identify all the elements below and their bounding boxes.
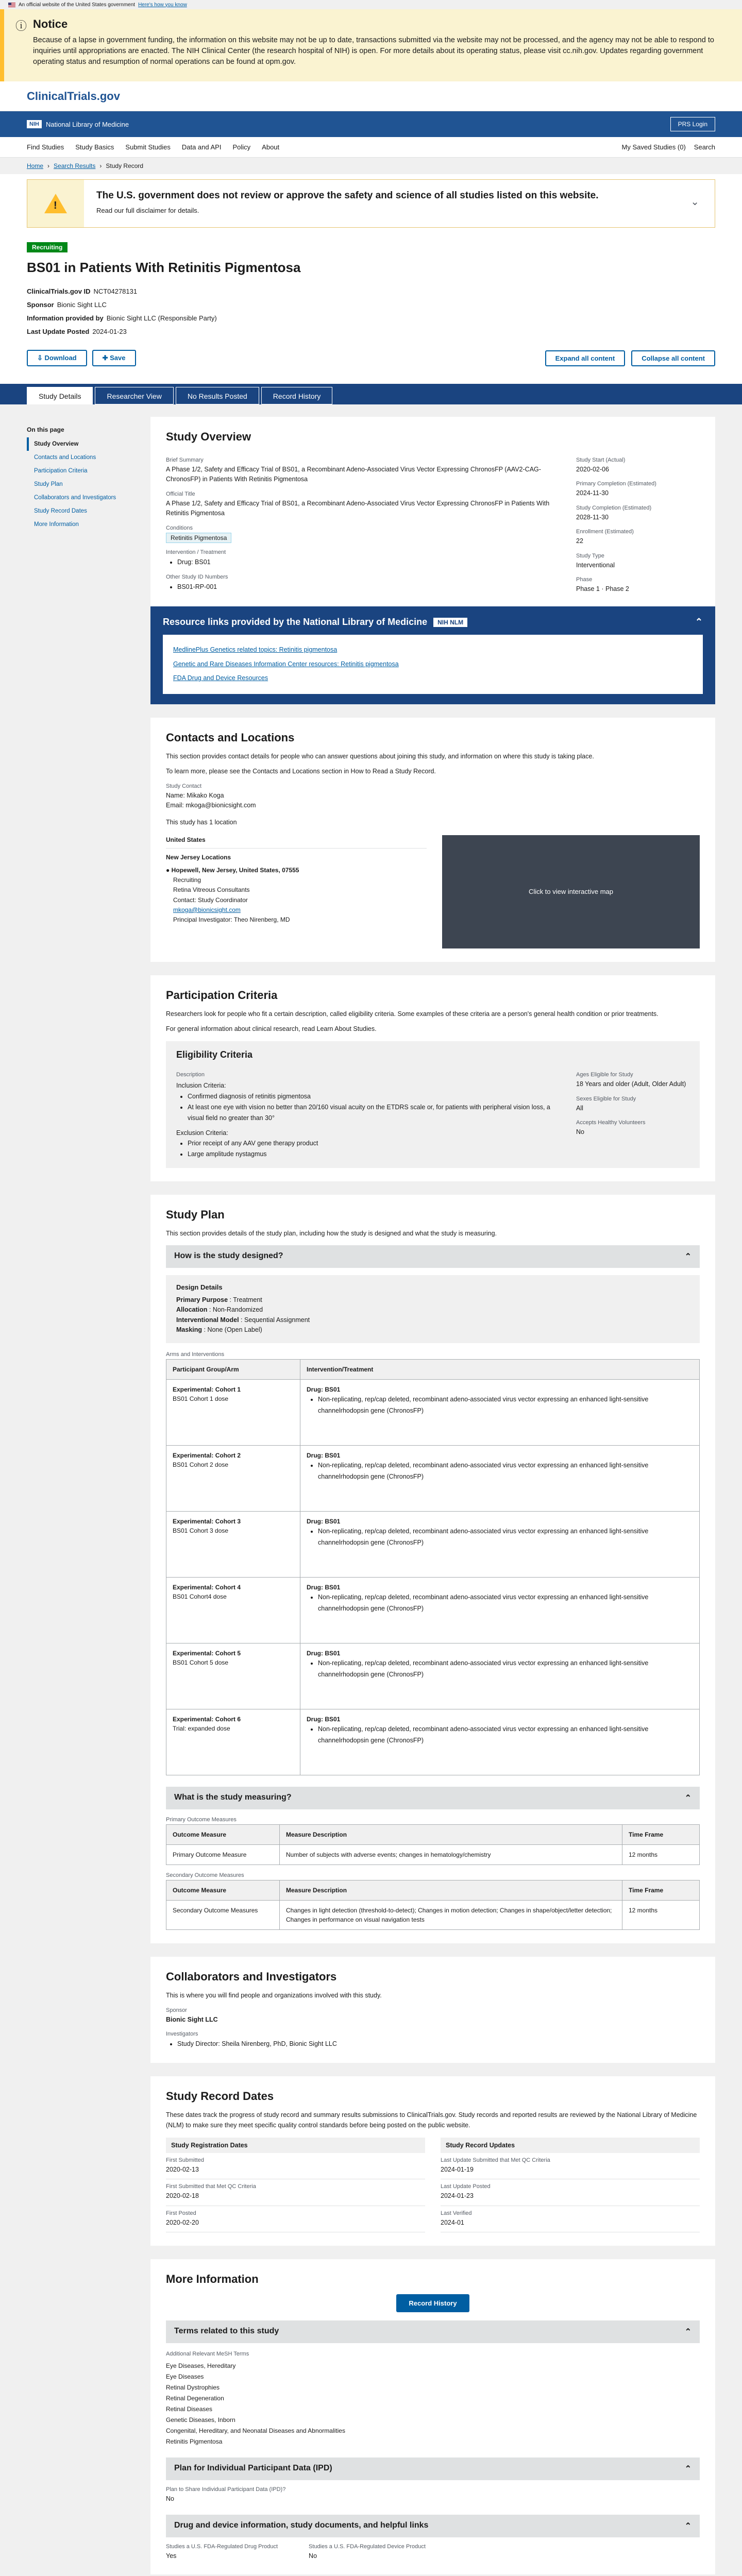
- ipd-accordion[interactable]: Plan for Individual Participant Data (IPD) ⌃: [166, 2458, 700, 2480]
- mesh-term: Retinal Degeneration: [166, 2395, 224, 2402]
- toc-item[interactable]: Study Record Dates: [34, 508, 87, 514]
- disclaimer-banner: [27, 179, 715, 228]
- toc-item[interactable]: More Information: [34, 521, 79, 528]
- location-site: ● Hopewell, New Jersey, United States, 07555: [166, 867, 299, 874]
- arm-label: Experimental: Cohort 4: [173, 1584, 241, 1591]
- resource-link[interactable]: MedlinePlus Genetics related topics: Retinitis pigmentosa: [173, 646, 338, 654]
- arm-drug: Drug: BS01: [307, 1386, 341, 1394]
- table-row: [166, 1446, 700, 1512]
- location-count: This study has 1 location: [166, 819, 237, 826]
- site-status: Recruiting: [173, 876, 201, 884]
- arm-detail: • Non-replicating, rep/cap deleted, recombinant adeno-associated virus vector expressing an enhanced light-sensitive channelrhodopsin gene (ChronosFP): [318, 1592, 693, 1614]
- us-flag-icon: [8, 3, 15, 7]
- mesh-term: Retinal Dystrophies: [166, 2384, 220, 2392]
- breadcrumb-separator-icon: ›: [99, 162, 102, 170]
- tab-study-details[interactable]: Study Details: [27, 387, 93, 404]
- main-nav: [0, 137, 742, 158]
- nlm-badge: NIH NLM: [433, 618, 467, 627]
- nav-policy[interactable]: Policy: [232, 143, 251, 151]
- breadcrumb: [0, 158, 742, 174]
- expand-all-button[interactable]: Expand all content: [545, 350, 626, 366]
- toc-title: On this page: [27, 426, 64, 433]
- fda-device-value: No: [309, 2552, 317, 2560]
- record-history-button[interactable]: Record History: [396, 2294, 469, 2312]
- gov-banner: [0, 0, 742, 9]
- section-heading: More Information: [166, 2273, 259, 2286]
- secondary-outcomes-table: Outcome Measure Measure Description Time Frame Secondary Outcome Measures Changes in light detection (threshold-to-detect); Changes in motion detection; Changes in shape/object/letter detection; Changes in performance on visual navigation tests 12 months: [166, 1880, 700, 1930]
- tab-no-results[interactable]: No Results Posted: [176, 387, 259, 404]
- site-org: Retina Vitreous Consultants: [173, 886, 250, 894]
- sexes-eligible: All: [576, 1104, 583, 1112]
- study-overview-section: Study Overview Brief Summary A Phase 1/2, Safety and Efficacy Trial of BS01, a Recombinant Adeno-Associated Virus Vector Expressing ChronosFP (AAV2-CAG-ChronosFP) in Patients With Retinitis Pigmentosa Official Title A Phase 1/2, Safety and Efficacy Trial of BS01, a Recombinant Adeno-Associated Virus Vector Expressing ChronosFP in Patients With Retinitis Pigmentosa Conditions Retinitis Pigmentosa Intervention / Treatment • Drug: BS01 Other Study ID Numbers • BS01-RP-001 Study Start (Actual) 2020-02-06 Primary Completion (Estimated) 2024-11-30 Study Completion (Estimated) 2028-11-30 Enrollment (Estimated) 22 Study Type Interventional Phase Phase 1 · Phase 2 Resource links provided by the National Library of Medicine NIH NLM ⌃ MedlinePlus Genetics related topics: Retinitis pigmentosa Genetic and Rare Diseases Information Center resources: Retinitis pigmentosa FDA Drug and Device Resources: [150, 417, 715, 704]
- collaborators-section: Collaborators and Investigators This is where you will find people and organizations involved with this study. Sponsor Bionic Sight LLC Investigators • Study Director: Sheila Nirenberg, PhD, Bionic Sight LLC: [150, 1957, 715, 2063]
- site-pi: Principal Investigator: Theo Nirenberg, MD: [173, 916, 290, 923]
- breadcrumb-separator-icon: ›: [47, 162, 50, 170]
- breadcrumb-home[interactable]: Home: [27, 162, 44, 170]
- inclusion-item: • At least one eye with vision no better than 20/160 visual acuity on the ETDRS scale or, for patients with peripheral vision loss, a visual field no greater than 30°: [188, 1102, 561, 1124]
- nav-data-api[interactable]: Data and API: [181, 143, 222, 151]
- contact-name: Name: Mikako Koga: [166, 791, 224, 799]
- resource-link[interactable]: Genetic and Rare Diseases Information Center resources: Retinitis pigmentosa: [173, 660, 399, 668]
- section-heading: Study Overview: [166, 430, 251, 443]
- eligibility-box: Eligibility Criteria Description Inclusion Criteria: • Confirmed diagnosis of retinitis pigmentosa • At least one eye with vision no better than 20/160 visual acuity on the ETDRS scale or, for patients with peripheral vision loss, a visual field no greater than 30° Exclusion Criteria: • Prior receipt of any AAV gene therapy product • Large amplitude nystagmus Ages Eligible for Study 18 Years and older (Adult, Older Adult) Sexes Eligible for Study All Accepts Healthy Volunteers No: [166, 1041, 700, 1168]
- arm-desc: BS01 Cohort 5 dose: [173, 1659, 229, 1667]
- table-row: Secondary Outcome Measures Changes in light detection (threshold-to-detect); Changes in motion detection; Changes in shape/object/letter detection; Changes in performance on visual navigation tests 12 months: [166, 1901, 700, 1930]
- arm-drug: Drug: BS01: [307, 1452, 341, 1460]
- learn-about-studies-link[interactable]: For general information about clinical research, read Learn About Studies.: [166, 1025, 377, 1032]
- toc-item[interactable]: Study Overview: [27, 437, 135, 451]
- mesh-term: Eye Diseases, Hereditary: [166, 2362, 236, 2370]
- terms-accordion[interactable]: Terms related to this study ⌃: [166, 2320, 700, 2343]
- toc-item[interactable]: Contacts and Locations: [34, 454, 96, 461]
- mesh-term: Retinitis Pigmentosa: [166, 2438, 223, 2446]
- section-heading: Contacts and Locations: [166, 731, 295, 744]
- last-update-date: 2024-01-23: [92, 328, 127, 335]
- chevron-up-icon[interactable]: ⌃: [695, 617, 703, 628]
- site-contact: Contact: Study Coordinator: [173, 896, 248, 904]
- arm-desc: BS01 Cohort4 dose: [173, 1593, 227, 1601]
- contacts-section: Contacts and Locations This section provides contact details for people who can answer questions about joining this study, and information on where this study is taking place. To learn more, please see the Contacts and Locations section in How to Read a Study Record. Study Contact Name: Mikako Koga Email: mkoga@bionicsight.com This study has 1 location United States New Jersey Locations ● Hopewell, New Jersey, United States, 07555 Recruiting Retina Vitreous Consultants Contact: Study Coordinator mkoga@bionicsight.com Principal Investigator: Theo Nirenberg, MD Click to view interactive map: [150, 718, 715, 962]
- arm-detail: • Non-replicating, rep/cap deleted, recombinant adeno-associated virus vector expressing an enhanced light-sensitive channelrhodopsin gene (ChronosFP): [318, 1460, 693, 1482]
- record-dates-section: Study Record Dates These dates track the progress of study record and summary results submissions to ClinicalTrials.gov. Study records and reported results are reviewed by the National Library of Medicine (NLM) to make sure they meet specific quality control standards before being posted on the public website. Study Registration Dates First Submitted 2020-02-13 First Submitted that Met QC Criteria 2020-02-18 First Posted 2020-02-20 Study Record Updates Last Update Submitted that Met QC Criteria 2024-01-19 Last Update Posted 2024-01-23 Last Verified 2024-01: [150, 2076, 715, 2246]
- table-row: [166, 1512, 700, 1578]
- inclusion-item: • Confirmed diagnosis of retinitis pigmentosa: [188, 1091, 561, 1102]
- disclaimer-text: Read our full disclaimer for details.: [96, 207, 199, 214]
- design-details: Design Details Primary Purpose : Treatment Allocation : Non-Randomized Interventional Model : Sequential Assignment Masking : None (Open Label): [166, 1275, 700, 1344]
- arm-drug: Drug: BS01: [307, 1716, 341, 1723]
- table-row: [166, 1643, 700, 1709]
- collab-sponsor: Bionic Sight LLC: [166, 2015, 218, 2023]
- location-state: New Jersey Locations: [166, 853, 231, 861]
- resource-link[interactable]: FDA Drug and Device Resources: [173, 674, 268, 682]
- resources-title: Resource links provided by the National Library of Medicine: [163, 617, 428, 628]
- save-button[interactable]: ✚ Save: [92, 350, 136, 366]
- ages-eligible: 18 Years and older (Adult, Older Adult): [576, 1080, 686, 1088]
- nih-logo: NIH: [27, 120, 42, 128]
- arm-drug: Drug: BS01: [307, 1584, 341, 1591]
- nav-about[interactable]: About: [262, 143, 280, 151]
- nlm-resources: [150, 606, 715, 704]
- location-country: United States: [166, 835, 427, 849]
- official-title: A Phase 1/2, Safety and Efficacy Trial of BS01, a Recombinant Adeno-Associated Virus Vector Expressing ChronosFP in Patients With Retinitis Pigmentosa: [166, 499, 550, 517]
- healthy-volunteers: No: [576, 1128, 584, 1136]
- gov-banner-text: An official website of the United States government: [19, 2, 136, 8]
- measure-accordion[interactable]: What is the study measuring? ⌃: [166, 1787, 700, 1809]
- warning-icon: !: [44, 194, 67, 213]
- primary-outcomes-table: Outcome Measure Measure Description Time Frame Primary Outcome Measure Number of subjects with adverse events; changes in hematology/chemistry 12 months: [166, 1824, 700, 1865]
- arm-detail: • Non-replicating, rep/cap deleted, recombinant adeno-associated virus vector expressing an enhanced light-sensitive channelrhodopsin gene (ChronosFP): [318, 1394, 693, 1416]
- section-heading: Study Record Dates: [166, 2090, 274, 2103]
- table-row: [166, 1578, 700, 1643]
- mesh-terms: Additional Relevant MeSH Terms Eye Diseases, Hereditary Eye Diseases Retinal Dystrophies Retinal Degeneration Retinal Diseases Genetic Diseases, Inborn Congenital, Hereditary, and Neonatal Diseases and Abnormalities Retinitis Pigmentosa: [166, 2349, 700, 2447]
- contact-email[interactable]: Email: mkoga@bionicsight.com: [166, 801, 256, 809]
- condition-tag[interactable]: Retinitis Pigmentosa: [166, 533, 231, 543]
- study-completion: 2028-11-30: [576, 513, 609, 521]
- page-title: BS01 in Patients With Retinitis Pigmentosa: [27, 260, 301, 275]
- mesh-term: Retinal Diseases: [166, 2405, 213, 2413]
- toc-item[interactable]: Study Plan: [34, 481, 63, 487]
- nct-id: NCT04278131: [93, 287, 138, 295]
- section-heading: Collaborators and Investigators: [166, 1970, 337, 1984]
- mesh-term: Genetic Diseases, Inborn: [166, 2416, 235, 2424]
- arm-label: Experimental: Cohort 6: [173, 1716, 241, 1723]
- other-id-item: • BS01-RP-001: [177, 582, 555, 592]
- eligibility-title: Eligibility Criteria: [176, 1049, 253, 1060]
- chevron-up-icon: ⌃: [684, 2521, 692, 2531]
- site-header: [0, 81, 742, 111]
- investigator-item: • Study Director: Sheila Nirenberg, PhD, Bionic Sight LLC: [177, 2039, 700, 2049]
- tab-researcher-view[interactable]: Researcher View: [95, 387, 173, 404]
- nlm-bar: [0, 111, 742, 137]
- tab-record-history[interactable]: Record History: [261, 387, 333, 404]
- chevron-up-icon: ⌃: [684, 1252, 692, 1261]
- section-heading: Study Plan: [166, 1208, 225, 1222]
- arm-desc: BS01 Cohort 2 dose: [173, 1461, 229, 1469]
- record-tabs: [0, 384, 742, 404]
- download-button[interactable]: ⇩ Download: [27, 350, 87, 366]
- update-row: Last Update Posted 2024-01-23: [27, 328, 127, 335]
- arm-desc: Trial: expanded dose: [173, 1725, 230, 1733]
- table-row: [166, 1709, 700, 1775]
- breadcrumb-current: Study Record: [106, 162, 144, 170]
- toc-item[interactable]: Participation Criteria: [34, 468, 88, 474]
- contacts-learn-link[interactable]: To learn more, please see the Contacts and Locations section in How to Read a Study Record.: [166, 768, 436, 775]
- mesh-term: Congenital, Hereditary, and Neonatal Diseases and Abnormalities: [166, 2427, 345, 2435]
- info-provider: Bionic Sight LLC (Responsible Party): [106, 314, 217, 322]
- nav-saved-studies[interactable]: My Saved Studies (0): [621, 143, 686, 151]
- location-map[interactable]: Click to view interactive map: [442, 835, 700, 948]
- chevron-up-icon: ⌃: [684, 2328, 692, 2337]
- nct-row: ClinicalTrials.gov ID NCT04278131: [27, 287, 138, 295]
- nav-search[interactable]: Search: [694, 143, 715, 151]
- study-header: [0, 233, 742, 368]
- enrollment: 22: [576, 537, 583, 545]
- chevron-up-icon: ⌃: [684, 1794, 692, 1803]
- intervention-item: • Drug: BS01: [177, 557, 555, 568]
- status-badge: Recruiting: [27, 242, 68, 252]
- table-row: [166, 1380, 700, 1446]
- arm-drug: Drug: BS01: [307, 1650, 341, 1657]
- arms-table: Participant Group/Arm Intervention/Treatment Experimental: Cohort 1 BS01 Cohort 1 dose Drug: BS01 • Non-replicating, rep/cap deleted, recombinant adeno-associated virus vector expressing an enhanced light-sensitive channelrhodopsin gene (ChronosFP) Experimental: Cohort 2 BS01 Cohort 2 dose Drug: BS01 • Non-replicating, rep/cap deleted, recombinant adeno-associated virus vector expressing an enhanced light-sensitive channelrhodopsin gene (ChronosFP) Experimental: Cohort 3 BS01 Cohort 3 dose Drug: BS01 • Non-replicating, rep/cap deleted, recombinant adeno-associated virus vector expressing an enhanced light-sensitive channelrhodopsin gene (ChronosFP) Experimental: Cohort 4 BS01 Cohort4 dose Drug: BS01 • Non-replicating, rep/cap deleted, recombinant adeno-associated virus vector expressing an enhanced light-sensitive channelrhodopsin gene (ChronosFP) Experimental: Cohort 5 BS01 Cohort 5 dose Drug: BS01 • Non-replicating, rep/cap deleted, recombinant adeno-associated virus vector expressing an enhanced light-sensitive channelrhodopsin gene (ChronosFP) Experimental: Cohort 6 Trial: expanded dose Drug: BS01 • Non-replicating, rep/cap deleted, recombinant adeno-associated virus vector expressing an enhanced light-sensitive channelrhodopsin gene (ChronosFP): [166, 1359, 700, 1775]
- site-logo[interactable]: ClinicalTrials.gov: [27, 89, 120, 103]
- more-info-section: More Information Record History Terms related to this study ⌃ Additional Relevant MeSH Terms Eye Diseases, Hereditary Eye Diseases Retinal Dystrophies Retinal Degeneration Retinal Diseases Genetic Diseases, Inborn Congenital, Hereditary, and Neonatal Diseases and Abnormalities Retinitis Pigmentosa Plan for Individual Participant Data (IPD) ⌃ Plan to Share Individual Participant Data (IPD)? No Drug and device information, study documents, and helpful links ⌃ Studies a U.S. FDA-Regulated Drug Product Yes Studies a U.S. FDA-Regulated Device Product No: [150, 2259, 715, 2574]
- nav-study-basics[interactable]: Study Basics: [75, 143, 114, 151]
- toc-item[interactable]: Collaborators and Investigators: [34, 495, 116, 501]
- exclusion-item: • Prior receipt of any AAV gene therapy product: [188, 1138, 561, 1149]
- gov-banner-link[interactable]: Here's how you know: [138, 2, 187, 8]
- disclaimer-title: The U.S. government does not review or approve the safety and science of all studies listed on this website.: [96, 190, 599, 201]
- arm-label: Experimental: Cohort 5: [173, 1650, 241, 1657]
- table-row: Primary Outcome Measure Number of subjects with adverse events; changes in hematology/chemistry 12 months: [166, 1845, 700, 1865]
- fda-drug-value: Yes: [166, 2552, 177, 2560]
- notice-text: Because of a lapse in government funding, the information on this website may not be up to date, transactions submitted via the website may not be processed, and the agency may not be able to respond to inquiries until appropriations are enacted. The NIH Clinical Center (the research hospital of NIH) is open. For more details about its operating status, please visit cc.nih.gov. Updates regarding government operating status and resumption of normal operations can be found at opm.gov.: [33, 36, 714, 66]
- overview-facts: Study Start (Actual) 2020-02-06 Primary Completion (Estimated) 2024-11-30 Study Completion (Estimated) 2028-11-30 Enrollment (Estimated) 22 Study Type Interventional Phase Phase 1 · Phase 2: [576, 451, 700, 594]
- ipd-value: No: [166, 2495, 174, 2503]
- arm-detail: • Non-replicating, rep/cap deleted, recombinant adeno-associated virus vector expressing an enhanced light-sensitive channelrhodopsin gene (ChronosFP): [318, 1724, 693, 1746]
- breadcrumb-search-results[interactable]: Search Results: [54, 162, 96, 170]
- info-icon: ⓘ: [15, 20, 27, 32]
- brief-summary: A Phase 1/2, Safety and Efficacy Trial of BS01, a Recombinant Adeno-Associated Virus Vector Expressing ChronosFP (AAV2-CAG-ChronosFP) in Patients With Retinitis Pigmentosa: [166, 466, 541, 483]
- arm-label: Experimental: Cohort 2: [173, 1452, 241, 1460]
- primary-completion: 2024-11-30: [576, 489, 609, 497]
- study-start: 2020-02-06: [576, 466, 609, 473]
- design-accordion[interactable]: How is the study designed? ⌃: [166, 1245, 700, 1268]
- arm-detail: • Non-replicating, rep/cap deleted, recombinant adeno-associated virus vector expressing an enhanced light-sensitive channelrhodopsin gene (ChronosFP): [318, 1658, 693, 1680]
- study-type: Interventional: [576, 561, 615, 569]
- arm-label: Experimental: Cohort 1: [173, 1386, 241, 1394]
- funding-notice: [0, 9, 742, 81]
- page-toc: [27, 417, 135, 2576]
- nav-submit-studies[interactable]: Submit Studies: [125, 143, 171, 151]
- notice-title: Notice: [33, 18, 68, 30]
- info-row: Information provided by Bionic Sight LLC (Responsible Party): [27, 314, 217, 322]
- arm-detail: • Non-replicating, rep/cap deleted, recombinant adeno-associated virus vector expressing an enhanced light-sensitive channelrhodopsin gene (ChronosFP): [318, 1526, 693, 1548]
- nav-find-studies[interactable]: Find Studies: [27, 143, 64, 151]
- mesh-term: Eye Diseases: [166, 2373, 204, 2381]
- prs-login-button[interactable]: PRS Login: [670, 117, 715, 131]
- site-email[interactable]: mkoga@bionicsight.com: [173, 906, 241, 913]
- criteria-section: Participation Criteria Researchers look for people who fit a certain description, called eligibility criteria. Some examples of these criteria are a person's general health condition or prior treatments. For general information about clinical research, read Learn About Studies. Eligibility Criteria Description Inclusion Criteria: • Confirmed diagnosis of retinitis pigmentosa • At least one eye with vision no better than 20/160 visual acuity on the ETDRS scale or, for patients with peripheral vision loss, a visual field no greater than 30° Exclusion Criteria: • Prior receipt of any AAV gene therapy product • Large amplitude nystagmus Ages Eligible for Study 18 Years and older (Adult, Older Adult) Sexes Eligible for Study All Accepts Healthy Volunteers No: [150, 975, 715, 1182]
- section-heading: Participation Criteria: [166, 988, 278, 1002]
- study-plan-section: Study Plan This section provides details of the study plan, including how the study is designed and what the study is measuring. How is the study designed? ⌃ Design Details Primary Purpose : Treatment Allocation : Non-Randomized Interventional Model : Sequential Assignment Masking : None (Open Label) Arms and Interventions Participant Group/Arm Intervention/Treatment Experimental: Cohort 1 BS01 Cohort 1 dose Drug: BS01 • Non-replicating, rep/cap deleted, recombinant adeno-associated virus vector expressing an enhanced light-sensitive channelrhodopsin gene (ChronosFP) Experimental: Cohort 2 BS01 Cohort 2 dose Drug: BS01 • Non-replicating, rep/cap deleted, recombinant adeno-associated virus vector expressing an enhanced light-sensitive channelrhodopsin gene (ChronosFP) Experimental: Cohort 3 BS01 Cohort 3 dose Drug: BS01 • Non-replicating, rep/cap deleted, recombinant adeno-associated virus vector expressing an enhanced light-sensitive channelrhodopsin gene (ChronosFP) Experimental: Cohort 4 BS01 Cohort4 dose Drug: BS01 • Non-replicating, rep/cap deleted, recombinant adeno-associated virus vector expressing an enhanced light-sensitive channelrhodopsin gene (ChronosFP) Experimental: Cohort 5 BS01 Cohort 5 dose Drug: BS01 • Non-replicating, rep/cap deleted, recombinant adeno-associated virus vector expressing an enhanced light-sensitive channelrhodopsin gene (ChronosFP) Experimental: Cohort 6 Trial: expanded dose Drug: BS01 • Non-replicating, rep/cap deleted, recombinant adeno-associated virus vector expressing an enhanced light-sensitive channelrhodopsin gene (ChronosFP) What is the study measuring? ⌃ Primary Outcome Measures Outcome Measure Measure Description Time Frame Primary Outcome Measure Number of subjects with adverse events; changes in hematology/chemistry 12 months Secondary Outcome Measures Outcome Measure Measure Description Time Frame Secondary Outcome Measures Changes in light detection (threshold-to-detect); Changes in motion detection; Changes in shape/object/letter detection; Changes in performance on visual navigation tests 12 months: [150, 1195, 715, 1943]
- chevron-up-icon: ⌃: [684, 2465, 692, 2474]
- sponsor-row: Sponsor Bionic Sight LLC: [27, 301, 107, 309]
- arm-drug: Drug: BS01: [307, 1518, 341, 1526]
- nlm-name: National Library of Medicine: [45, 120, 129, 128]
- sponsor-name: Bionic Sight LLC: [57, 301, 107, 309]
- drug-accordion[interactable]: Drug and device information, study documents, and helpful links ⌃: [166, 2515, 700, 2537]
- phase: Phase 1 · Phase 2: [576, 585, 629, 592]
- collapse-all-button[interactable]: Collapse all content: [631, 350, 715, 366]
- arm-desc: BS01 Cohort 1 dose: [173, 1395, 229, 1403]
- arm-label: Experimental: Cohort 3: [173, 1518, 241, 1526]
- exclusion-item: • Large amplitude nystagmus: [188, 1149, 561, 1160]
- arm-desc: BS01 Cohort 3 dose: [173, 1527, 229, 1535]
- chevron-down-icon[interactable]: ⌄: [690, 196, 699, 208]
